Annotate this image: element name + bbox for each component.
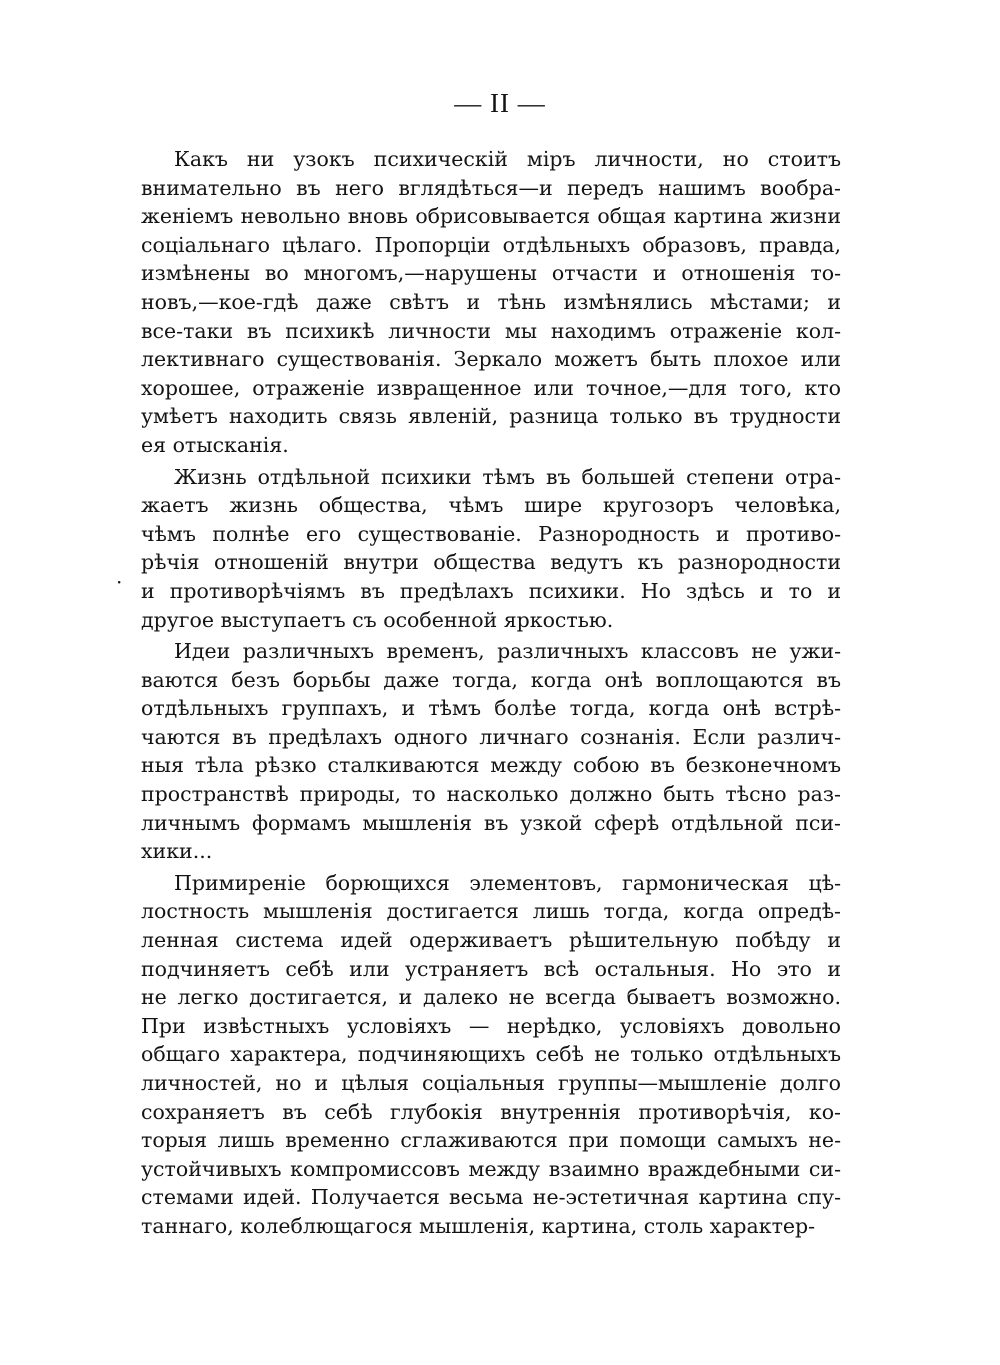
- text-line: личностей, но и цѣлыя соціальныя группы—мышленіе долго: [141, 1071, 841, 1095]
- paragraph: [141, 869, 841, 1241]
- text-line: Идеи различныхъ временъ, различныхъ классовъ не ужи-: [174, 639, 841, 664]
- text-line: рѣчія отношеній внутри общества ведутъ къ разнородности: [141, 550, 841, 575]
- text-line: лостность мышленія достигается лишь тогда, когда опредѣ-: [141, 899, 841, 924]
- margin-dot: ·: [116, 570, 123, 594]
- text-line: новъ,—кое-гдѣ даже свѣтъ и тѣнь измѣнялись мѣстами; и: [141, 289, 841, 314]
- text-line: отдѣльныхъ группахъ, и тѣмъ болѣе тогда, когда онѣ встрѣ-: [141, 696, 841, 721]
- text-line: чѣмъ полнѣе его существованіе. Разнородность и противо-: [141, 521, 841, 546]
- text-line: ваются безъ борьбы даже тогда, когда онѣ воплощаются въ: [141, 667, 841, 692]
- text-line: лективнаго существованія. Зеркало можетъ быть плохое или: [141, 347, 841, 372]
- text-line: женіемъ невольно вновь обрисовывается общая картина жизни: [141, 204, 841, 229]
- text-line: все-таки въ психикѣ личности мы находимъ отраженіе кол-: [141, 318, 841, 343]
- text-line: жаетъ жизнь общества, чѣмъ шире кругозоръ человѣка,: [141, 493, 841, 518]
- text-line: таннаго, колеблющагося мышленія, картина, столь характер-: [141, 1213, 816, 1238]
- text-line: ея отысканія.: [141, 432, 289, 457]
- text-line: внимательно въ него вглядѣться—и передъ нашимъ вообра-: [141, 175, 841, 200]
- text-line: другое выступаетъ съ особенной яркостью.: [141, 607, 614, 632]
- paragraph: [141, 637, 841, 866]
- paragraph: [141, 145, 841, 460]
- text-line: устойчивыхъ компромиссовъ между взаимно враждебными си-: [141, 1156, 841, 1181]
- text-line: Жизнь отдѣльной психики тѣмъ въ большей степени отра-: [174, 464, 841, 489]
- text-line: ныя тѣла рѣзко сталкиваются между собою въ безконечномъ: [141, 753, 841, 778]
- text-line: измѣнены во многомъ,—нарушены отчасти и отношенія то-: [141, 261, 841, 286]
- text-line: личнымъ формамъ мышленія въ узкой сферѣ отдѣльной пси-: [141, 810, 841, 835]
- text-line: общаго характера, подчиняющихъ себѣ не только отдѣльныхъ: [141, 1042, 841, 1067]
- text-body: [141, 145, 841, 1244]
- text-line: подчиняетъ себѣ или устраняетъ всѣ остальныя. Но это и: [141, 956, 841, 981]
- text-line: Примиреніе борющихся элементовъ, гармоническая цѣ-: [174, 870, 841, 895]
- text-line: хорошее, отраженіе извращенное или точное,—для того, кто: [141, 375, 841, 400]
- text-line: соціальнаго цѣлаго. Пропорціи отдѣльныхъ образовъ, правда,: [141, 232, 841, 257]
- text-line: торыя лишь временно сглаживаются при помощи самыхъ не-: [141, 1128, 841, 1153]
- text-line: умѣетъ находить связь явленій, разница только въ трудности: [141, 404, 841, 429]
- text-line: стемами идей. Получается весьма не-эстетичная картина спу-: [141, 1185, 841, 1210]
- paragraph: [141, 463, 841, 635]
- text-line: При извѣстныхъ условіяхъ — нерѣдко, условіяхъ довольно: [141, 1013, 841, 1038]
- page-number: — II —: [454, 88, 546, 118]
- text-line: Какъ ни узокъ психическій міръ личности, но стоитъ: [174, 147, 841, 171]
- text-line: и противорѣчіямъ въ предѣлахъ психики. Но здѣсь и то и: [141, 578, 841, 603]
- text-line: не легко достигается, и далеко не всегда бываетъ возможно.: [141, 985, 841, 1010]
- text-line: пространствѣ природы, то насколько должно быть тѣсно раз-: [141, 782, 841, 807]
- text-line: чаются въ предѣлахъ одного личнаго сознанія. Если различ-: [141, 724, 841, 749]
- text-line: ленная система идей одерживаетъ рѣшительную побѣду и: [141, 928, 841, 953]
- text-line: сохраняетъ въ себѣ глубокія внутреннія противорѣчія, ко-: [141, 1099, 841, 1124]
- text-line: хики...: [141, 839, 213, 864]
